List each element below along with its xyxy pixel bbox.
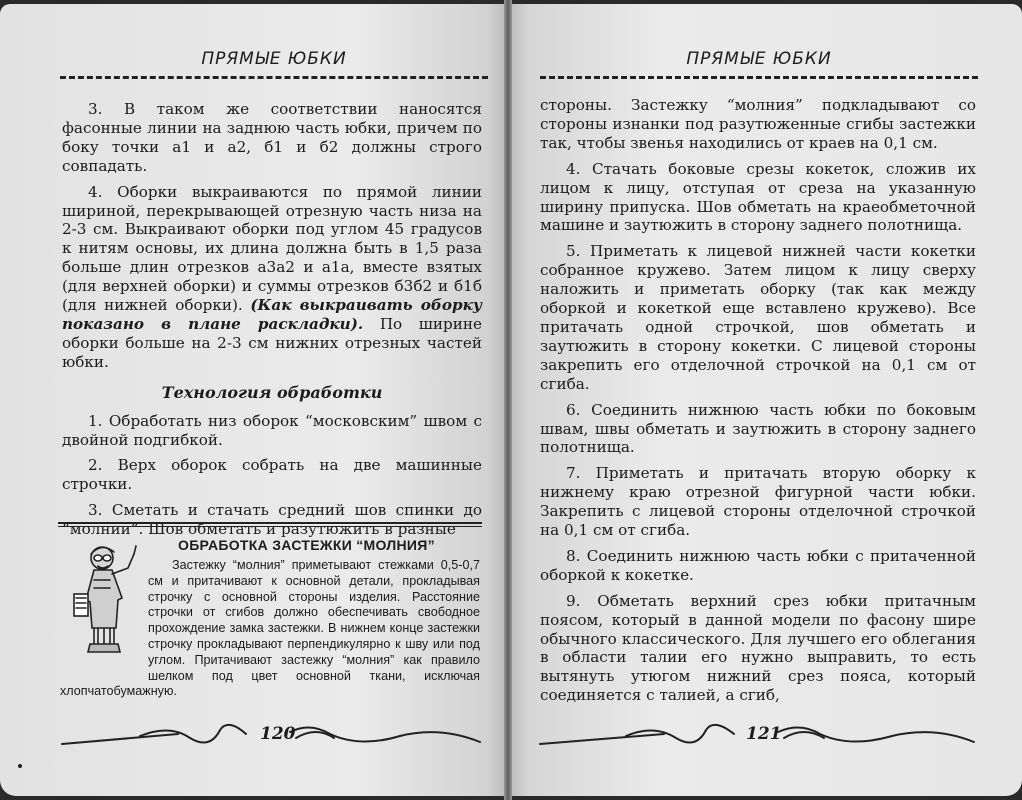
step: 7. Приметать и притачать вторую оборку к нижнему краю отрезной фигурной части юбки. Закрепить с лицевой стороны отделочной строчкой на 0,1 см от сгиба. [540, 464, 976, 540]
tailor-man-icon [64, 540, 144, 658]
box-top-rule [58, 522, 482, 524]
step: 1. Обработать низ оборок “московским” швом с двойной подгибкой. [62, 411, 482, 449]
right-footer [538, 716, 978, 752]
step: 6. Соединить нижнюю часть юбки по боковым швам, швы обметать и заутюжить в сторону заднего полотнища. [540, 400, 976, 457]
box-paragraph: Застежку “молния” приметывают стежками 0,5-0,7 см и притачивают к основной детали, прокладывая строчку с основной стороны изделия. Расстояние строчки от сгибов должно обеспечивать свободное прохождение замка застежки. В нижнем конце застежки строчку прокладывают перпендикулярно к шву или под углом. Притачивают застежку “молния” как правило шелком под цвет основной ткани, исключая хлопчатобумажную. [60, 558, 480, 699]
paragraph [62, 183, 482, 372]
right-page [508, 4, 1022, 796]
page-number: 121 [746, 724, 782, 744]
left-header-rule [60, 76, 488, 79]
paragraph-text: По ширине оборки больше на 2-3 см нижних отрезных частей юбки. [62, 314, 482, 371]
box-top-rule-thin [58, 526, 482, 527]
paragraph: 3. В таком же соответствии наносятся фасонные линии на заднюю часть юбки, причем по боку точки а1 и а2, б1 и б2 должны строго совпадать. [62, 100, 482, 175]
left-header [60, 48, 488, 82]
layout-note: (Как выкраивать оборку показано в плане раскладки). [62, 296, 482, 333]
section-heading: Технология обработки [161, 382, 383, 402]
scan-speck [18, 764, 22, 768]
zipper-box [60, 536, 480, 716]
paragraph: стороны. Застежку “молния” подкладывают со стороны изнанки под разутюженные сгибы застежки так, чтобы звенья находились от краев на 0,1 см. [540, 96, 976, 152]
box-title: ОБРАБОТКА ЗАСТЕЖКИ “МОЛНИЯ” [178, 537, 435, 553]
step: 5. Приметать к лицевой нижней части кокетки собранное кружево. Затем лицом к лицу сверху наложить и приметать оборку (так как между оборкой и кокеткой еще вставлено кружево). Все притачать одной строчкой, шов обметать и заутюжить в сторону кокетки. С лицевой стороны закрепить его отделочной строчкой на 0,1 см от сгиба. [540, 242, 976, 393]
paragraph-text: 4. Оборки выкраиваются по прямой линии шириной, перекрывающей отрезную часть низа на 2-3 см. Выкраивают оборки под углом 45 градусов к нитям основы, их длина должна быть в 1,5 раза больше длин отрезков а3а2 и а1а, вместе взятых (для верхней оборки) и суммы отрезков б3б2 и б1б (для нижней оборки). [62, 182, 482, 315]
left-header-title: ПРЯМЫЕ ЮБКИ [201, 49, 347, 69]
right-body [540, 96, 976, 712]
step: 9. Обметать верхний срез юбки притачным поясом, который в данной модели по фасону шире обычного классического. Для лучшего его облегания в области талии его нужно выправить, то есть вытянуть утюгом нижний срез пояса, который соединяется с талией, а сгиб, [540, 591, 976, 705]
right-header-rule [540, 76, 978, 79]
left-footer [60, 716, 484, 752]
left-body [62, 100, 482, 546]
page-number: 120 [260, 724, 296, 744]
step: 3. Сметать и стачать средний шов спинки до “молнии”. Шов обметать и разутюжить в разные [62, 501, 482, 539]
right-header-title: ПРЯМЫЕ ЮБКИ [686, 49, 832, 69]
step: 2. Верх оборок собрать на две машинные строчки. [62, 456, 482, 494]
right-header [540, 48, 978, 82]
step: 4. Стачать боковые срезы кокеток, сложив их лицом к лицу, отступая от среза на указанную ширину припуска. Шов обметать на краеобметочной машине и заутюжить в сторону заднего полотнища. [540, 159, 976, 235]
step: 8. Соединить нижнюю часть юбки с притаченной оборкой к кокетке. [540, 546, 976, 584]
book-spine [504, 0, 512, 800]
left-page [0, 4, 508, 796]
